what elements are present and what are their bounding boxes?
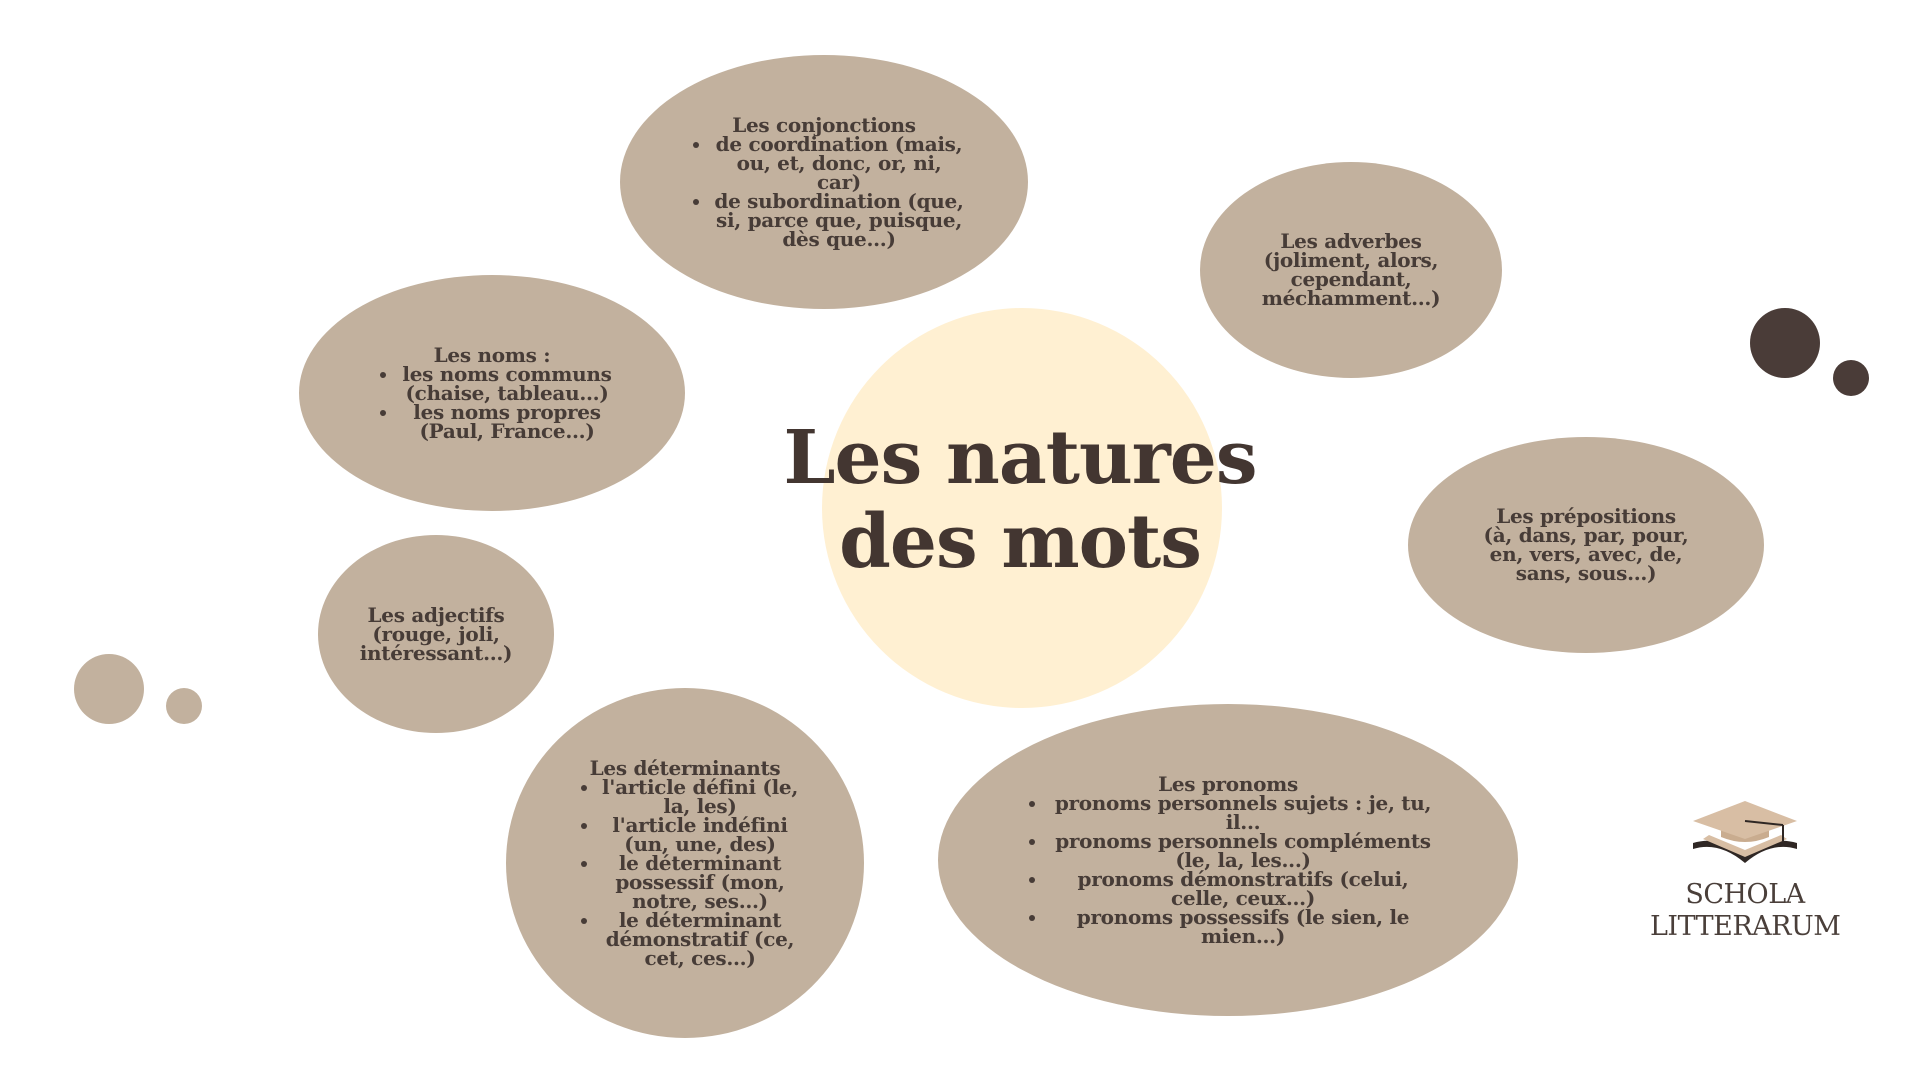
- list-item: • les noms communs (chaise, tableau...): [399, 365, 615, 403]
- decorative-dot-dark-small: [1833, 360, 1869, 396]
- decorative-dot-light-large: [74, 654, 144, 724]
- conjonctions-heading: Les conjonctions: [732, 112, 916, 137]
- determinants-heading: Les déterminants: [589, 755, 781, 780]
- bubble-pronoms: [938, 704, 1518, 1016]
- bubble-prepositions: [1408, 437, 1764, 653]
- noms-heading: Les noms :: [433, 342, 551, 367]
- conjonctions-list: [682, 131, 966, 251]
- determinants-list: [570, 774, 800, 970]
- graduation-cap-book-icon: [1685, 795, 1805, 875]
- bubble-adverbes: [1200, 162, 1502, 378]
- logo: [1650, 795, 1840, 943]
- adjectifs-examples: (rouge, joli, intéressant...): [359, 621, 513, 665]
- adverbes-heading: Les adverbes: [1280, 229, 1422, 253]
- list-item: • pronoms personnels compléments (le, la, les...): [1048, 832, 1438, 870]
- list-item: • le déterminant possessif (mon, notre, ses...): [600, 854, 800, 911]
- logo-text-line2: LITTERARUM: [1650, 911, 1841, 942]
- list-item: • pronoms personnels sujets : je, tu, il...: [1048, 794, 1438, 832]
- prepositions-heading: Les prépositions: [1496, 504, 1676, 528]
- list-item: • l'article indéfini (un, une, des): [600, 816, 800, 854]
- list-item: • le déterminant démonstratif (ce, cet, ces...): [600, 911, 800, 968]
- adjectifs-heading: Les adjectifs: [367, 602, 505, 627]
- pronoms-heading: Les pronoms: [1158, 771, 1298, 796]
- bubble-noms: [299, 275, 685, 511]
- list-item: • de subordination (que, si, parce que, puisque, dès que...): [712, 192, 966, 249]
- list-item: • pronoms possessifs (le sien, le mien...): [1048, 908, 1438, 946]
- adverbes-examples: (joliment, alors, cependant, méchamment...): [1261, 248, 1441, 310]
- bubble-conjonctions: [620, 55, 1028, 309]
- list-item: • de coordination (mais, ou, et, donc, or, ni, car): [712, 135, 966, 192]
- list-item: • pronoms démonstratifs (celui, celle, ceux...): [1048, 870, 1438, 908]
- noms-list: [369, 361, 615, 443]
- list-item: • l'article défini (le, la, les): [600, 778, 800, 816]
- bubble-determinants: [506, 688, 864, 1038]
- logo-text-line1: SCHOLA: [1685, 879, 1805, 910]
- decorative-dot-light-small: [166, 688, 202, 724]
- main-title: Les natures des mots: [783, 415, 1257, 585]
- bubble-adjectifs: [318, 535, 554, 733]
- list-item: • les noms propres (Paul, France...): [399, 403, 615, 441]
- pronoms-list: [1018, 790, 1438, 948]
- decorative-dot-dark-large: [1750, 308, 1820, 378]
- prepositions-examples: (à, dans, par, pour, en, vers, avec, de, sans, sous...): [1483, 523, 1689, 585]
